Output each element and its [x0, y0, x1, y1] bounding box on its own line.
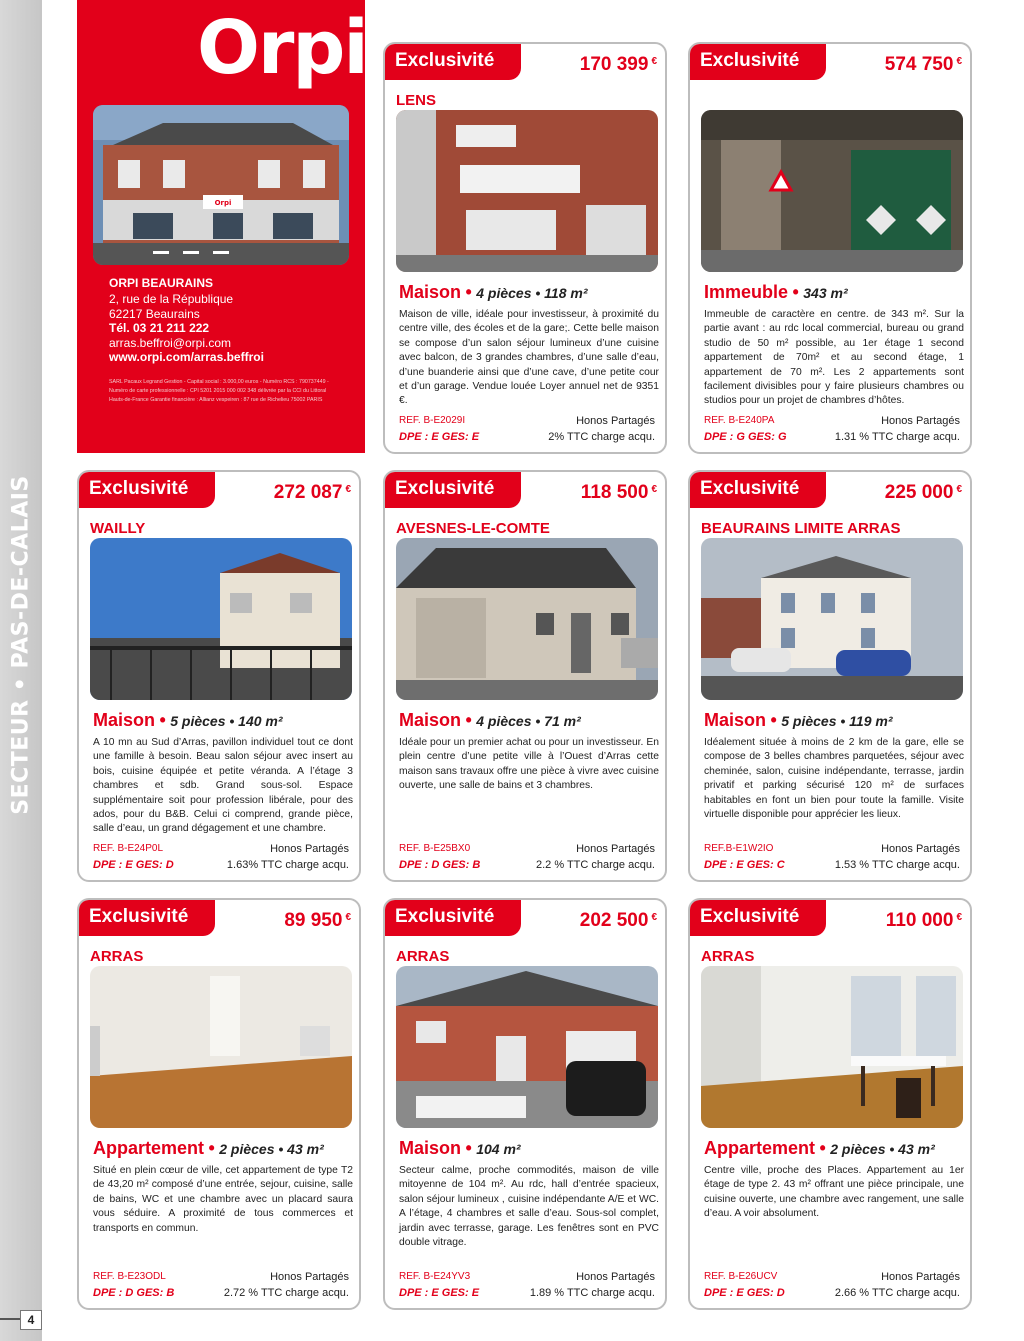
listing-card[interactable]	[383, 898, 667, 1310]
fees-label: Honos Partagés	[881, 1271, 960, 1283]
property-description: Situé en plein cœur de ville, cet appartement de type T2 de 43,20 m² composé d’une entrée, sejour, cuisine, salle de bains, WC et une chambre avec un placard saura vous séduire. A proximité de tous commerces et transports en commun.	[93, 1165, 353, 1234]
property-details: 5 pièces • 119 m²	[781, 713, 893, 729]
property-details: 4 pièces • 71 m²	[476, 713, 581, 729]
city: ARRAS	[396, 948, 450, 965]
fees-label: Honos Partagés	[576, 843, 655, 855]
exclusive-badge: Exclusivité	[690, 44, 826, 80]
city: ARRAS	[90, 948, 144, 965]
property-description: Immeuble de caractère en centre. de 343 m². Sur la partie avant : au rdc local commercial, bureau ou grand studio de 50 m² possible, au 1er étage 1 second appartement de 70m² et au second étage, 1 appartement de 70 m². Les 2 appartements sont facilement divisibles pour y faire plusieurs chambres ou studios pour un projet de chambres d’hôtes.	[704, 309, 964, 407]
fees-label: Honos Partagés	[270, 1271, 349, 1283]
price-value: 170 399	[579, 54, 649, 75]
legal-line: Numéro de carte professionnelle : CPI 5201 2015 000 002 348 délivrée par la CCI du Littoral	[109, 388, 327, 394]
listing-card[interactable]	[77, 898, 361, 1310]
property-details: 4 pièces • 118 m²	[476, 285, 588, 301]
currency: €	[956, 912, 962, 923]
property-type: Maison	[399, 1138, 462, 1158]
title-separator: •	[770, 710, 777, 730]
currency: €	[345, 912, 351, 923]
listing-card[interactable]	[383, 470, 667, 882]
fees-label: Honos Partagés	[576, 415, 655, 427]
property-title	[704, 1138, 966, 1159]
property-photo[interactable]	[90, 538, 352, 700]
listing-card[interactable]	[383, 42, 667, 454]
property-description: Centre ville, proche des Places. Appartement au 1er étage de type 2. 43 m² offrant une pièce principale, une cuisine ouverte, une chambre avec rangement, une salle d’eau. A voir absolument.	[704, 1165, 964, 1220]
title-separator: •	[465, 710, 472, 730]
title-separator: •	[208, 1138, 215, 1158]
reference: REF. B-E240PA	[704, 415, 775, 426]
listing-card[interactable]	[688, 42, 972, 454]
price	[885, 54, 962, 76]
city: LENS	[396, 92, 437, 109]
property-type: Immeuble	[704, 282, 789, 302]
property-details: 5 pièces • 140 m²	[170, 713, 283, 729]
property-description: Maison de ville, idéale pour investisseur, à proximité du centre ville, des écoles et de la gare;. Cette belle maison se compose d’un salon séjour lumineux d’une cuisine avec balcon, de 3 grandes chambres, d’une salle d’eau, d’une buanderie ainsi que d’une cave, d’une petite cour et d’un garage. Vendue louée Loyer annuel net de 9351 €.	[399, 309, 659, 407]
reference: REF. B-E24P0L	[93, 843, 164, 854]
fees-label: Honos Partagés	[881, 415, 960, 427]
energy-rating: DPE : E GES: D	[704, 1287, 785, 1299]
city: BEAURAINS LIMITE ARRAS	[701, 520, 901, 537]
fees-percent: 2.66 % TTC charge acqu.	[834, 1287, 960, 1299]
property-title	[93, 710, 355, 731]
currency: €	[651, 484, 657, 495]
orpi-logo: Orpi	[197, 5, 367, 91]
property-photo[interactable]	[701, 966, 963, 1128]
fees-percent: 1.89 % TTC charge acqu.	[529, 1287, 655, 1299]
property-type: Appartement	[93, 1138, 205, 1158]
svg-text:Orpi: Orpi	[214, 199, 232, 207]
property-description: A 10 mn au Sud d’Arras, pavillon individuel tout ce dont une famille à besoin. Beau salon séjour avec insert au bois, cuisine équipée et petite véranda. A l’étage 3 chambres et sdb. Grand sous-sol. Espace supplémentaire soit pour profession libérale, pour des ados, pour du B&B. Celui ci comprend, grande pièce, salle d’eau, un grand dégagement et une chambre.	[93, 737, 353, 835]
agency-name: ORPI BEAURAINS	[109, 276, 214, 290]
price	[885, 482, 962, 504]
listing-card[interactable]	[77, 470, 361, 882]
energy-rating: DPE : E GES: E	[399, 431, 480, 443]
property-type: Maison	[704, 710, 767, 730]
property-details: 104 m²	[476, 1141, 521, 1157]
property-title	[704, 710, 966, 731]
property-description: Secteur calme, proche commodités, maison de ville mitoyenne de 104 m². Au rdc, hall d’entrée spacieux, salon séjour lumineux , cuisine indépendante A/E et WC. A l’étage, 4 chambres et salle d’eau. Sous-sol complet, jardin avec terrasse, garage. Les fenêtres sont en PVC double vitrage.	[399, 1165, 659, 1249]
reference: REF. B-E2029I	[399, 415, 466, 426]
agency-contact	[109, 292, 264, 365]
property-title	[399, 282, 661, 303]
fees-label: Honos Partagés	[576, 1271, 655, 1283]
energy-rating: DPE : E GES: C	[704, 859, 785, 871]
price	[580, 54, 657, 76]
property-photo[interactable]	[701, 538, 963, 700]
page-number: 4	[20, 1310, 42, 1330]
price	[274, 482, 351, 504]
agency-email[interactable]: arras.beffroi@orpi.com	[109, 335, 232, 350]
property-details: 2 pièces • 43 m²	[830, 1141, 935, 1157]
reference: REF. B-E23ODL	[93, 1271, 166, 1282]
property-type: Maison	[399, 282, 462, 302]
property-photo[interactable]	[396, 110, 658, 272]
fees-percent: 1.63% TTC charge acqu.	[226, 859, 349, 871]
legal-line: Hauts-de-France Garantie financière : Allianz vespeiren : 87 rue de Richelieu 75002 PARIS	[109, 397, 323, 403]
reference: REF.B-E1W2IO	[704, 843, 774, 854]
currency: €	[956, 56, 962, 67]
property-photo[interactable]	[90, 966, 352, 1128]
property-details: 2 pièces • 43 m²	[219, 1141, 324, 1157]
price-value: 225 000	[884, 482, 954, 503]
section-label-text: SECTEUR • PAS-DE-CALAIS	[8, 475, 34, 815]
price-value: 202 500	[579, 910, 649, 931]
exclusive-badge: Exclusivité	[385, 44, 521, 80]
fees-label: Honos Partagés	[881, 843, 960, 855]
property-title	[399, 710, 661, 731]
city: ARRAS	[701, 948, 755, 965]
property-description: Idéale pour un premier achat ou pour un investisseur. En plein centre d’une petite ville à l’Ouest d’Arras cette maison sans travaux offre une pièce à vivre avec cuisine ouverte, une salle de bains et 3 chambres.	[399, 737, 659, 792]
fees-percent: 2% TTC charge acqu.	[548, 431, 655, 443]
property-title	[704, 282, 966, 303]
city: WAILLY	[90, 520, 146, 537]
property-photo[interactable]	[396, 966, 658, 1128]
energy-rating: DPE : E GES: E	[399, 1287, 480, 1299]
property-type: Appartement	[704, 1138, 816, 1158]
property-details: 343 m²	[803, 285, 848, 301]
title-separator: •	[159, 710, 166, 730]
energy-rating: DPE : D GES: B	[399, 859, 481, 871]
fees-label: Honos Partagés	[270, 843, 349, 855]
energy-rating: DPE : E GES: D	[93, 859, 174, 871]
exclusive-badge: Exclusivité	[79, 900, 215, 936]
page-number-rule	[0, 1318, 20, 1320]
currency: €	[956, 484, 962, 495]
price-value: 89 950	[284, 910, 343, 931]
fees-percent: 1.31 % TTC charge acqu.	[834, 431, 960, 443]
price	[580, 910, 657, 932]
agency-panel	[77, 0, 365, 453]
reference: REF. B-E24YV3	[399, 1271, 471, 1282]
agency-postcode: 62217 Beaurains	[109, 306, 200, 321]
title-separator: •	[792, 282, 799, 302]
title-separator: •	[819, 1138, 826, 1158]
energy-rating: DPE : D GES: B	[93, 1287, 175, 1299]
property-description: Idéalement située à moins de 2 km de la gare, elle se compose de 3 belles chambres parquetées, séjour avec cheminée, salon, cuisine indépendante, terrasse, jardin privatif et parking sécurisé 120 m² de surfaces habitables en font un bien pour toute la famille. Visite virtuelle disponible pour apprécier les lieux.	[704, 737, 964, 821]
property-title	[399, 1138, 661, 1159]
property-photo[interactable]	[396, 538, 658, 700]
currency: €	[651, 912, 657, 923]
price	[581, 482, 657, 504]
property-type: Maison	[93, 710, 156, 730]
reference: REF. B-E26UCV	[704, 1271, 778, 1282]
exclusive-badge: Exclusivité	[385, 472, 521, 508]
energy-rating: DPE : G GES: G	[704, 431, 787, 443]
legal-line: SARL Pacaux Legrand Gestion - Capital social : 3.000,00 euros - Numéro RCS : 790737449 -	[109, 379, 329, 385]
exclusive-badge: Exclusivité	[385, 900, 521, 936]
listing-card[interactable]	[688, 898, 972, 1310]
agency-website[interactable]: www.orpi.com/arras.beffroi	[109, 350, 264, 364]
reference: REF. B-E25BX0	[399, 843, 471, 854]
title-separator: •	[465, 282, 472, 302]
price	[284, 910, 351, 932]
property-photo[interactable]	[701, 110, 963, 272]
fees-percent: 2.72 % TTC charge acqu.	[223, 1287, 349, 1299]
agency-street: 2, rue de la République	[109, 292, 234, 306]
price	[886, 910, 962, 932]
exclusive-badge: Exclusivité	[690, 472, 826, 508]
exclusive-badge: Exclusivité	[690, 900, 826, 936]
agency-photo	[93, 105, 349, 265]
currency: €	[345, 484, 351, 495]
title-separator: •	[465, 1138, 472, 1158]
property-type: Maison	[399, 710, 462, 730]
city: AVESNES-LE-COMTE	[396, 520, 550, 537]
currency: €	[651, 56, 657, 67]
exclusive-badge: Exclusivité	[79, 472, 215, 508]
price-value: 574 750	[884, 54, 954, 75]
price-value: 118 500	[580, 482, 649, 503]
agency-legal	[109, 378, 359, 405]
agency-phone: Tél. 03 21 211 222	[109, 321, 210, 335]
fees-percent: 1.53 % TTC charge acqu.	[834, 859, 960, 871]
fees-percent: 2.2 % TTC charge acqu.	[535, 859, 655, 871]
listing-card[interactable]	[688, 470, 972, 882]
property-title	[93, 1138, 355, 1159]
price-value: 110 000	[885, 910, 954, 931]
price-value: 272 087	[273, 482, 343, 503]
